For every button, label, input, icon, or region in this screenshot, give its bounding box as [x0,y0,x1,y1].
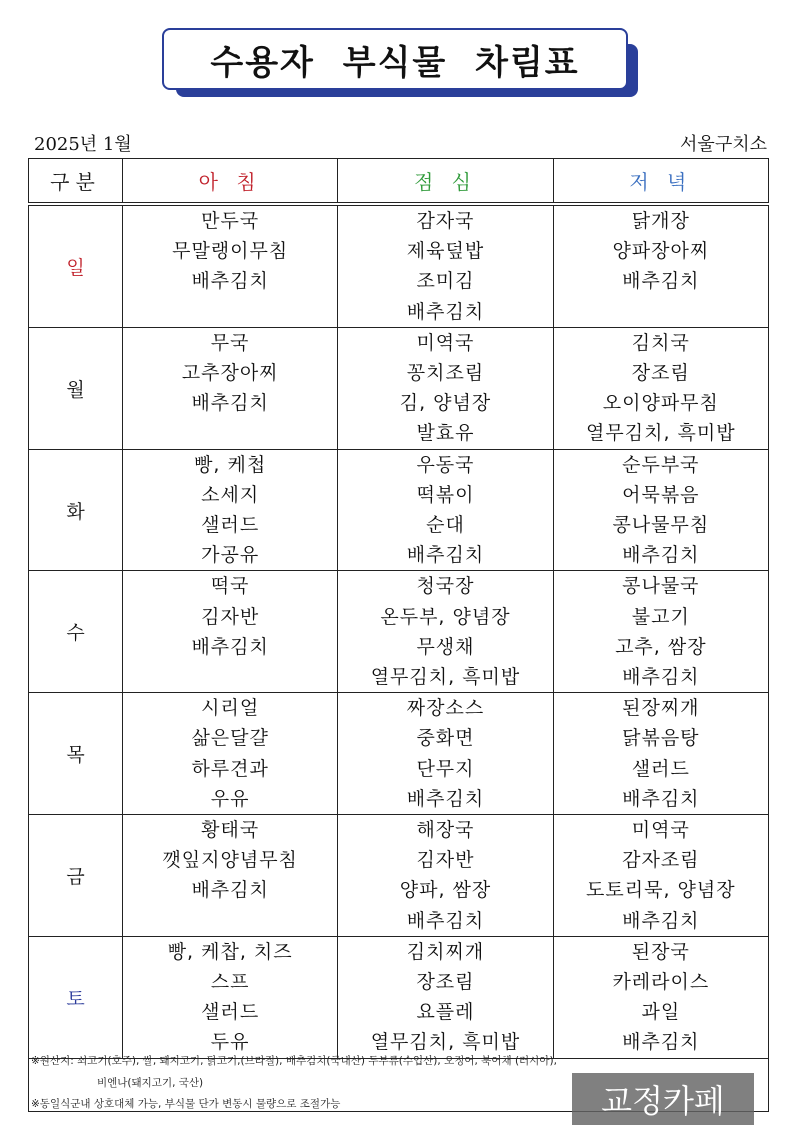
menu-date: 2025년 1월 [34,134,132,155]
breakfast-cell [123,815,338,937]
day-label: 토 [29,936,123,1058]
header-breakfast: 아 침 [123,159,338,205]
menu-item: 제육덮밥 [406,240,485,263]
menu-item: 닭볶음탕 [622,727,700,750]
menu-item: 스프 [210,971,250,994]
menu-item: 열무김치, 흑미밥 [586,422,736,445]
dinner-cell [553,327,768,449]
substitution-note: ※동일식군내 상호대체 가능, 부식물 단가 변동시 물량으로 조절가능 [31,1098,341,1110]
menu-item: 배추김치 [622,787,700,810]
lunch-cell [338,693,553,815]
header-row [29,159,769,205]
menu-item: 떡국 [210,575,250,598]
menu-item: 조미김 [416,270,475,293]
menu-item: 우동국 [416,453,475,476]
header-dinner: 저 녁 [553,159,768,205]
menu-item: 온두부, 양념장 [380,605,511,628]
origin-note-line1: ※원산지: 쇠고기(호주), 쌀, 돼지고기, 닭고기,(브라질), 배추김치(국내산) 두부류(수입산), 오징어, 북어채 (러시아), [31,1055,557,1067]
menu-item: 샐러드 [631,757,690,780]
menu-item: 소세지 [201,483,260,506]
menu-item: 하루견과 [191,757,269,780]
menu-item: 배추김치 [622,544,700,567]
menu-item: 장조림 [416,971,475,994]
breakfast-cell [123,204,338,327]
menu-item: 장조림 [631,362,690,385]
menu-item: 양파, 쌈장 [399,879,492,902]
menu-row [29,204,769,327]
menu-item: 김, 양념장 [399,392,492,415]
menu-item: 감자국 [416,210,475,232]
menu-item: 고추, 쌈장 [615,635,707,658]
menu-item: 배추김치 [406,300,485,323]
menu-row [29,815,769,937]
menu-item: 열무김치, 흑미밥 [370,666,521,689]
menu-item: 도토리묵, 양념장 [586,879,736,902]
dinner-cell [553,449,768,571]
menu-row [29,693,769,815]
menu-item: 우유 [210,787,250,810]
menu-item: 배추김치 [191,879,269,902]
day-label: 일 [29,204,123,327]
menu-item: 깻잎지양념무침 [162,849,298,872]
page-title: 수용자 부식물 차림표 [162,28,628,90]
menu-item: 된장찌개 [622,697,700,720]
breakfast-cell [123,449,338,571]
menu-item: 오이양파무침 [602,392,719,415]
menu-item: 배추김치 [622,909,700,932]
dinner-cell [553,815,768,937]
menu-item: 배추김치 [622,1031,700,1054]
menu-item: 해장국 [416,819,475,842]
menu-item: 콩나물국 [622,575,700,598]
menu-item: 중화면 [416,727,475,750]
breakfast-cell [123,327,338,449]
menu-item: 배추김치 [191,392,269,415]
menu-item: 배추김치 [191,270,269,293]
menu-item: 만두국 [201,210,260,232]
lunch-cell [338,204,553,327]
menu-item: 청국장 [416,575,475,598]
menu-item: 양파장아찌 [612,240,710,263]
menu-body [29,204,769,1058]
menu-item: 김자반 [201,605,260,628]
dinner-cell [553,571,768,693]
menu-row [29,449,769,571]
menu-item: 배추김치 [406,787,485,810]
menu-item: 빵, 케첩 [194,453,267,476]
menu-row [29,936,769,1058]
menu-item: 발효유 [416,422,475,445]
menu-item: 어묵볶음 [622,483,700,506]
dinner-cell [553,693,768,815]
day-label: 목 [29,693,123,815]
menu-item: 된장국 [631,940,690,963]
day-label: 화 [29,449,123,571]
menu-item: 샐러드 [201,1001,260,1024]
lunch-cell [338,571,553,693]
lunch-cell [338,815,553,937]
menu-item: 고추장아찌 [181,362,279,385]
day-label: 수 [29,571,123,693]
menu-item: 배추김치 [622,666,700,689]
menu-item: 과일 [641,1001,681,1024]
menu-item: 두유 [210,1031,250,1054]
lunch-cell [338,936,553,1058]
menu-item: 열무김치, 흑미밥 [370,1031,521,1054]
menu-item: 불고기 [631,605,690,628]
breakfast-cell [123,936,338,1058]
header-day: 구분 [29,159,123,205]
menu-item: 단무지 [416,757,475,780]
menu-item: 요플레 [416,1001,475,1024]
day-label: 월 [29,327,123,449]
menu-item: 감자조림 [622,849,700,872]
dinner-cell [553,936,768,1058]
organization-name: 서울구치소 [680,134,767,155]
origin-note-line2: 비엔나(돼지고기, 국산) [97,1077,204,1089]
menu-item: 시리얼 [201,697,260,720]
menu-item: 삶은달걀 [191,727,269,750]
menu-table [28,158,769,1059]
menu-item: 샐러드 [201,514,260,537]
menu-item: 김치찌개 [406,940,485,963]
menu-item: 김자반 [416,849,475,872]
menu-item: 황태국 [201,819,260,842]
menu-item: 카레라이스 [612,971,710,994]
menu-item: 무국 [210,331,250,354]
menu-item: 김치국 [631,331,690,354]
menu-row [29,327,769,449]
breakfast-cell [123,693,338,815]
menu-item: 닭개장 [631,210,690,232]
menu-item: 순두부국 [622,453,700,476]
menu-item: 배추김치 [622,270,700,293]
menu-item: 가공유 [201,544,260,567]
day-label: 금 [29,815,123,937]
menu-item: 순대 [426,514,465,537]
menu-item: 짜장소스 [406,697,485,720]
menu-item: 미역국 [416,331,475,354]
menu-item: 배추김치 [406,544,485,567]
menu-item: 꽁치조림 [406,362,485,385]
menu-item: 콩나물무침 [612,514,710,537]
menu-item: 무생채 [416,635,475,658]
menu-item: 빵, 케찹, 치즈 [167,940,293,963]
lunch-cell [338,449,553,571]
breakfast-cell [123,571,338,693]
menu-item: 배추김치 [191,635,269,658]
header-lunch: 점 심 [338,159,553,205]
dinner-cell [553,204,768,327]
menu-row [29,571,769,693]
menu-item: 무말랭이무침 [172,240,289,263]
lunch-cell [338,327,553,449]
watermark: 교정카페 [572,1073,754,1125]
menu-item: 배추김치 [406,909,485,932]
menu-item: 떡볶이 [416,483,475,506]
menu-item: 미역국 [631,819,690,842]
